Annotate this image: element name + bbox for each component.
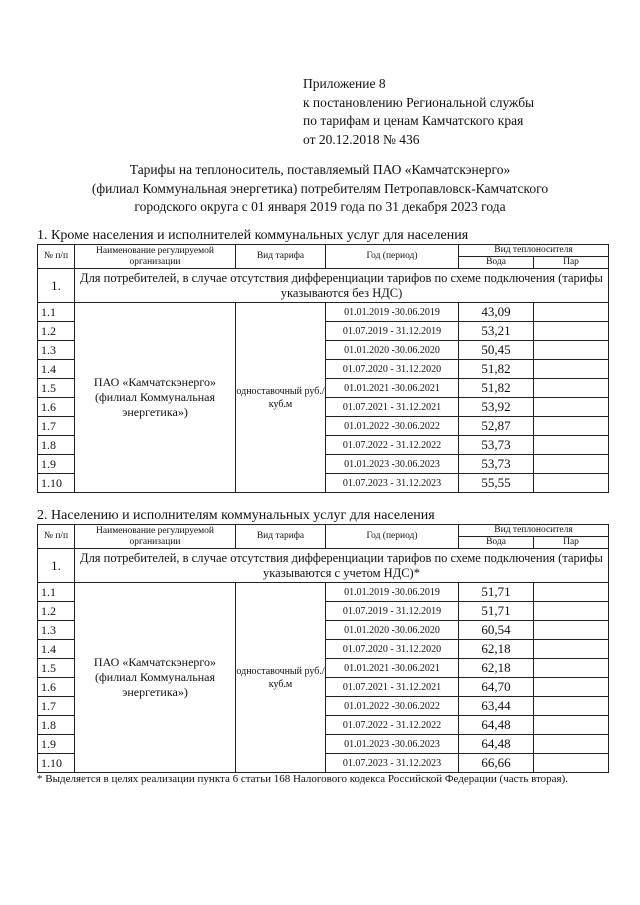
steam-value xyxy=(534,455,609,474)
steam-value xyxy=(534,621,609,640)
org-name: ПАО «Камчатскэнерго» (филиал Коммунальная энергетика») xyxy=(75,303,236,493)
steam-value xyxy=(534,379,609,398)
header-org: Наименование регулируемой организации xyxy=(75,525,236,549)
tariff-type: одноставочный руб./куб.м xyxy=(236,583,326,773)
header-org: Наименование регулируемой организации xyxy=(75,245,236,269)
steam-value xyxy=(534,678,609,697)
steam-value xyxy=(534,583,609,602)
period-cell: 01.01.2021 -30.06.2021 xyxy=(326,659,459,678)
water-value: 60,54 xyxy=(459,621,534,640)
steam-value xyxy=(534,659,609,678)
header-steam: Пар xyxy=(534,257,609,269)
water-value: 53,73 xyxy=(459,455,534,474)
row-num: 1.6 xyxy=(38,678,75,697)
steam-value xyxy=(534,697,609,716)
period-cell: 01.01.2022 -30.06.2022 xyxy=(326,417,459,436)
header-period: Год (период) xyxy=(326,245,459,269)
water-value: 53,92 xyxy=(459,398,534,417)
section1-heading: 1. Кроме населения и исполнителей коммунальных услуг для населения xyxy=(37,228,469,243)
steam-value xyxy=(534,360,609,379)
appendix-line: от 20.12.2018 № 436 xyxy=(303,131,420,147)
group-description: Для потребителей, в случае отсутствия дифференциации тарифов по схеме подключения (тарифы указываются без НДС) xyxy=(75,269,609,303)
row-num: 1.5 xyxy=(38,659,75,678)
water-value: 51,71 xyxy=(459,583,534,602)
row-num: 1.3 xyxy=(38,341,75,360)
title-line: городского округа с 01 января 2019 года по 31 декабря 2023 года xyxy=(134,199,506,214)
water-value: 63,44 xyxy=(459,697,534,716)
period-cell: 01.01.2022 -30.06.2022 xyxy=(326,697,459,716)
group-num: 1. xyxy=(38,549,75,583)
header-tariff: Вид тарифа xyxy=(236,245,326,269)
tariff-table xyxy=(37,524,609,773)
row-num: 1.10 xyxy=(38,474,75,493)
header-water: Вода xyxy=(459,537,534,549)
water-value: 51,82 xyxy=(459,360,534,379)
header-steam: Пар xyxy=(534,537,609,549)
water-value: 64,48 xyxy=(459,735,534,754)
period-cell: 01.01.2020 -30.06.2020 xyxy=(326,621,459,640)
row-num: 1.9 xyxy=(38,455,75,474)
org-name: ПАО «Камчатскэнерго» (филиал Коммунальная энергетика») xyxy=(75,583,236,773)
row-num: 1.7 xyxy=(38,417,75,436)
steam-value xyxy=(534,716,609,735)
appendix-block xyxy=(303,75,534,149)
period-cell: 01.07.2019 - 31.12.2019 xyxy=(326,602,459,621)
header-num: № п/п xyxy=(38,525,75,549)
group-description: Для потребителей, в случае отсутствия дифференциации тарифов по схеме подключения (тарифы указываются с учетом НДС)* xyxy=(75,549,609,583)
water-value: 62,18 xyxy=(459,659,534,678)
period-cell: 01.07.2019 - 31.12.2019 xyxy=(326,322,459,341)
header-water: Вода xyxy=(459,257,534,269)
period-cell: 01.07.2023 - 31.12.2023 xyxy=(326,754,459,773)
water-value: 51,82 xyxy=(459,379,534,398)
row-num: 1.5 xyxy=(38,379,75,398)
header-num: № п/п xyxy=(38,245,75,269)
row-num: 1.3 xyxy=(38,621,75,640)
water-value: 62,18 xyxy=(459,640,534,659)
period-cell: 01.01.2023 -30.06.2023 xyxy=(326,735,459,754)
title-line: Тарифы на теплоноситель, поставляемый ПАО «Камчатскэнерго» xyxy=(129,162,511,177)
water-value: 50,45 xyxy=(459,341,534,360)
steam-value xyxy=(534,398,609,417)
tariff-type: одноставочный руб./куб.м xyxy=(236,303,326,493)
period-cell: 01.07.2022 - 31.12.2022 xyxy=(326,716,459,735)
tariff-table xyxy=(37,244,609,493)
header-period: Год (период) xyxy=(326,525,459,549)
row-num: 1.9 xyxy=(38,735,75,754)
row-num: 1.4 xyxy=(38,360,75,379)
steam-value xyxy=(534,417,609,436)
period-cell: 01.01.2020 -30.06.2020 xyxy=(326,341,459,360)
row-num: 1.2 xyxy=(38,322,75,341)
period-cell: 01.01.2019 -30.06.2019 xyxy=(326,583,459,602)
row-num: 1.1 xyxy=(38,303,75,322)
water-value: 55,55 xyxy=(459,474,534,493)
steam-value xyxy=(534,322,609,341)
group-num: 1. xyxy=(38,269,75,303)
table-row xyxy=(38,303,609,322)
period-cell: 01.01.2021 -30.06.2021 xyxy=(326,379,459,398)
header-kind: Вид теплоносителя xyxy=(459,525,609,537)
document-title xyxy=(30,161,610,217)
row-num: 1.2 xyxy=(38,602,75,621)
appendix-line: к постановлению Региональной службы xyxy=(303,94,535,110)
period-cell: 01.07.2020 - 31.12.2020 xyxy=(326,640,459,659)
steam-value xyxy=(534,754,609,773)
steam-value xyxy=(534,436,609,455)
row-num: 1.6 xyxy=(38,398,75,417)
water-value: 64,70 xyxy=(459,678,534,697)
period-cell: 01.07.2021 - 31.12.2021 xyxy=(326,678,459,697)
water-value: 53,73 xyxy=(459,436,534,455)
steam-value xyxy=(534,735,609,754)
table-row xyxy=(38,583,609,602)
header-tariff: Вид тарифа xyxy=(236,525,326,549)
row-num: 1.10 xyxy=(38,754,75,773)
row-num: 1.4 xyxy=(38,640,75,659)
water-value: 51,71 xyxy=(459,602,534,621)
row-num: 1.1 xyxy=(38,583,75,602)
steam-value xyxy=(534,640,609,659)
period-cell: 01.07.2022 - 31.12.2022 xyxy=(326,436,459,455)
row-num: 1.8 xyxy=(38,436,75,455)
steam-value xyxy=(534,602,609,621)
period-cell: 01.07.2020 - 31.12.2020 xyxy=(326,360,459,379)
row-num: 1.8 xyxy=(38,716,75,735)
header-kind: Вид теплоносителя xyxy=(459,245,609,257)
period-cell: 01.07.2021 - 31.12.2021 xyxy=(326,398,459,417)
section2-heading: 2. Населению и исполнителям коммунальных услуг для населения xyxy=(37,508,435,523)
steam-value xyxy=(534,303,609,322)
period-cell: 01.01.2023 -30.06.2023 xyxy=(326,455,459,474)
appendix-line: по тарифам и ценам Камчатского края xyxy=(303,113,524,128)
water-value: 66,66 xyxy=(459,754,534,773)
steam-value xyxy=(534,341,609,360)
water-value: 43,09 xyxy=(459,303,534,322)
water-value: 52,87 xyxy=(459,417,534,436)
period-cell: 01.07.2023 - 31.12.2023 xyxy=(326,474,459,493)
steam-value xyxy=(534,474,609,493)
water-value: 64,48 xyxy=(459,716,534,735)
period-cell: 01.01.2019 -30.06.2019 xyxy=(326,303,459,322)
footnote: * Выделяется в целях реализации пункта 6 статьи 168 Налогового кодекса Российской Федерации (часть вторая). xyxy=(37,773,569,785)
title-line: (филиал Коммунальная энергетика) потребителям Петропавловск-Камчатского xyxy=(91,180,549,196)
appendix-line: Приложение 8 xyxy=(303,76,386,91)
row-num: 1.7 xyxy=(38,697,75,716)
water-value: 53,21 xyxy=(459,322,534,341)
